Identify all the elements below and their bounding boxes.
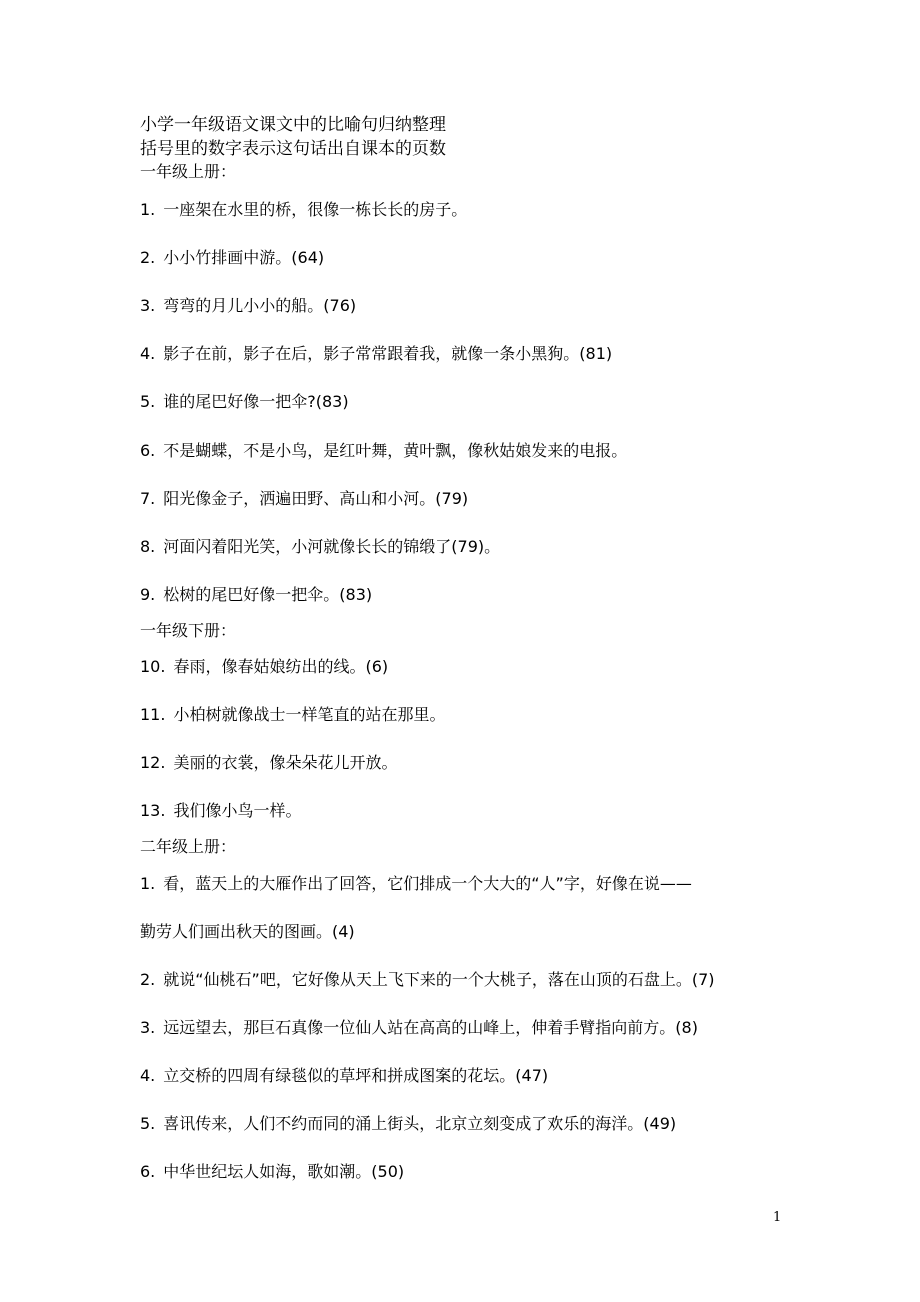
item-number: 13. — [140, 801, 166, 820]
item-text: 春雨，像春姑娘纺出的线。(6) — [173, 657, 389, 676]
document-subtitle: 括号里的数字表示这句话出自课本的页数 — [140, 139, 446, 159]
item-number: 3. — [140, 1018, 156, 1037]
list-item — [140, 343, 612, 365]
list-item — [140, 488, 468, 510]
list-item — [140, 584, 372, 606]
list-item — [140, 704, 445, 726]
item-text: 中华世纪坛人如海，歌如潮。(50) — [163, 1162, 405, 1181]
item-text: 美丽的衣裳，像朵朵花儿开放。 — [173, 753, 398, 772]
item-text: 小柏树就像战士一样笔直的站在那里。 — [173, 705, 446, 724]
list-item — [140, 656, 388, 678]
item-text: 远远望去，那巨石真像一位仙人站在高高的山峰上，伸着手臂指向前方。(8) — [163, 1018, 698, 1037]
list-item — [140, 1065, 548, 1087]
item-number: 4. — [140, 344, 156, 363]
page-number: 1 — [773, 1210, 782, 1225]
list-item — [140, 873, 692, 895]
list-item — [140, 199, 467, 221]
item-number: 2. — [140, 248, 156, 267]
document-title: 小学一年级语文课文中的比喻句归纳整理 — [140, 115, 446, 135]
section-heading-grade1-first: 一年级上册： — [140, 162, 237, 181]
item-text: 小小竹排画中游。(64) — [163, 248, 325, 267]
list-item — [140, 295, 356, 317]
list-item — [140, 800, 301, 822]
item-text: 谁的尾巴好像一把伞?(83) — [163, 392, 349, 411]
section-heading-grade2-first: 二年级上册： — [140, 837, 237, 856]
list-item — [140, 247, 324, 269]
item-text: 立交桥的四周有绿毯似的草坪和拼成图案的花坛。(47) — [163, 1066, 549, 1085]
item-number: 4. — [140, 1066, 156, 1085]
item-number: 2. — [140, 970, 156, 989]
item-number: 7. — [140, 489, 156, 508]
item-number: 5. — [140, 392, 156, 411]
item-number: 3. — [140, 296, 156, 315]
item-number: 1. — [140, 874, 156, 893]
list-item — [140, 536, 500, 558]
item-text: 弯弯的月儿小小的船。(76) — [163, 296, 357, 315]
item-number: 5. — [140, 1114, 156, 1133]
list-item — [140, 1113, 676, 1135]
list-item — [140, 969, 715, 991]
list-item — [140, 1017, 698, 1039]
item-number: 11. — [140, 705, 166, 724]
section-heading-grade1-second: 一年级下册： — [140, 621, 237, 640]
item-number: 12. — [140, 753, 166, 772]
item-number: 6. — [140, 441, 156, 460]
item-text: 就说“仙桃石”吧，它好像从天上飞下来的一个大桃子，落在山顶的石盘上。(7) — [163, 970, 715, 989]
item-number: 10. — [140, 657, 166, 676]
item-number: 6. — [140, 1162, 156, 1181]
item-text: 阳光像金子，洒遍田野、高山和小河。(79) — [163, 489, 469, 508]
item-number: 8. — [140, 537, 156, 556]
item-number: 9. — [140, 585, 156, 604]
item-text: 影子在前，影子在后，影子常常跟着我，就像一条小黑狗。(81) — [163, 344, 613, 363]
item-text: 松树的尾巴好像一把伞。(83) — [163, 585, 373, 604]
item-text: 河面闪着阳光笑，小河就像长长的锦缎了(79)。 — [163, 537, 501, 556]
list-item — [140, 1161, 404, 1183]
item-text: 看，蓝天上的大雁作出了回答，它们排成一个大大的“人”字，好像在说—— — [163, 874, 692, 893]
list-item — [140, 752, 397, 774]
list-item-continuation: 勤劳人们画出秋天的图画。(4) — [140, 922, 355, 941]
item-text: 喜讯传来，人们不约而同的涌上街头，北京立刻变成了欢乐的海洋。(49) — [163, 1114, 677, 1133]
item-number: 1. — [140, 200, 156, 219]
item-text: 一座架在水里的桥，很像一栋长长的房子。 — [163, 200, 468, 219]
item-text: 不是蝴蝶，不是小鸟，是红叶舞，黄叶飘，像秋姑娘发来的电报。 — [163, 441, 628, 460]
list-item — [140, 440, 627, 462]
item-text: 我们像小鸟一样。 — [173, 801, 302, 820]
list-item — [140, 391, 349, 413]
